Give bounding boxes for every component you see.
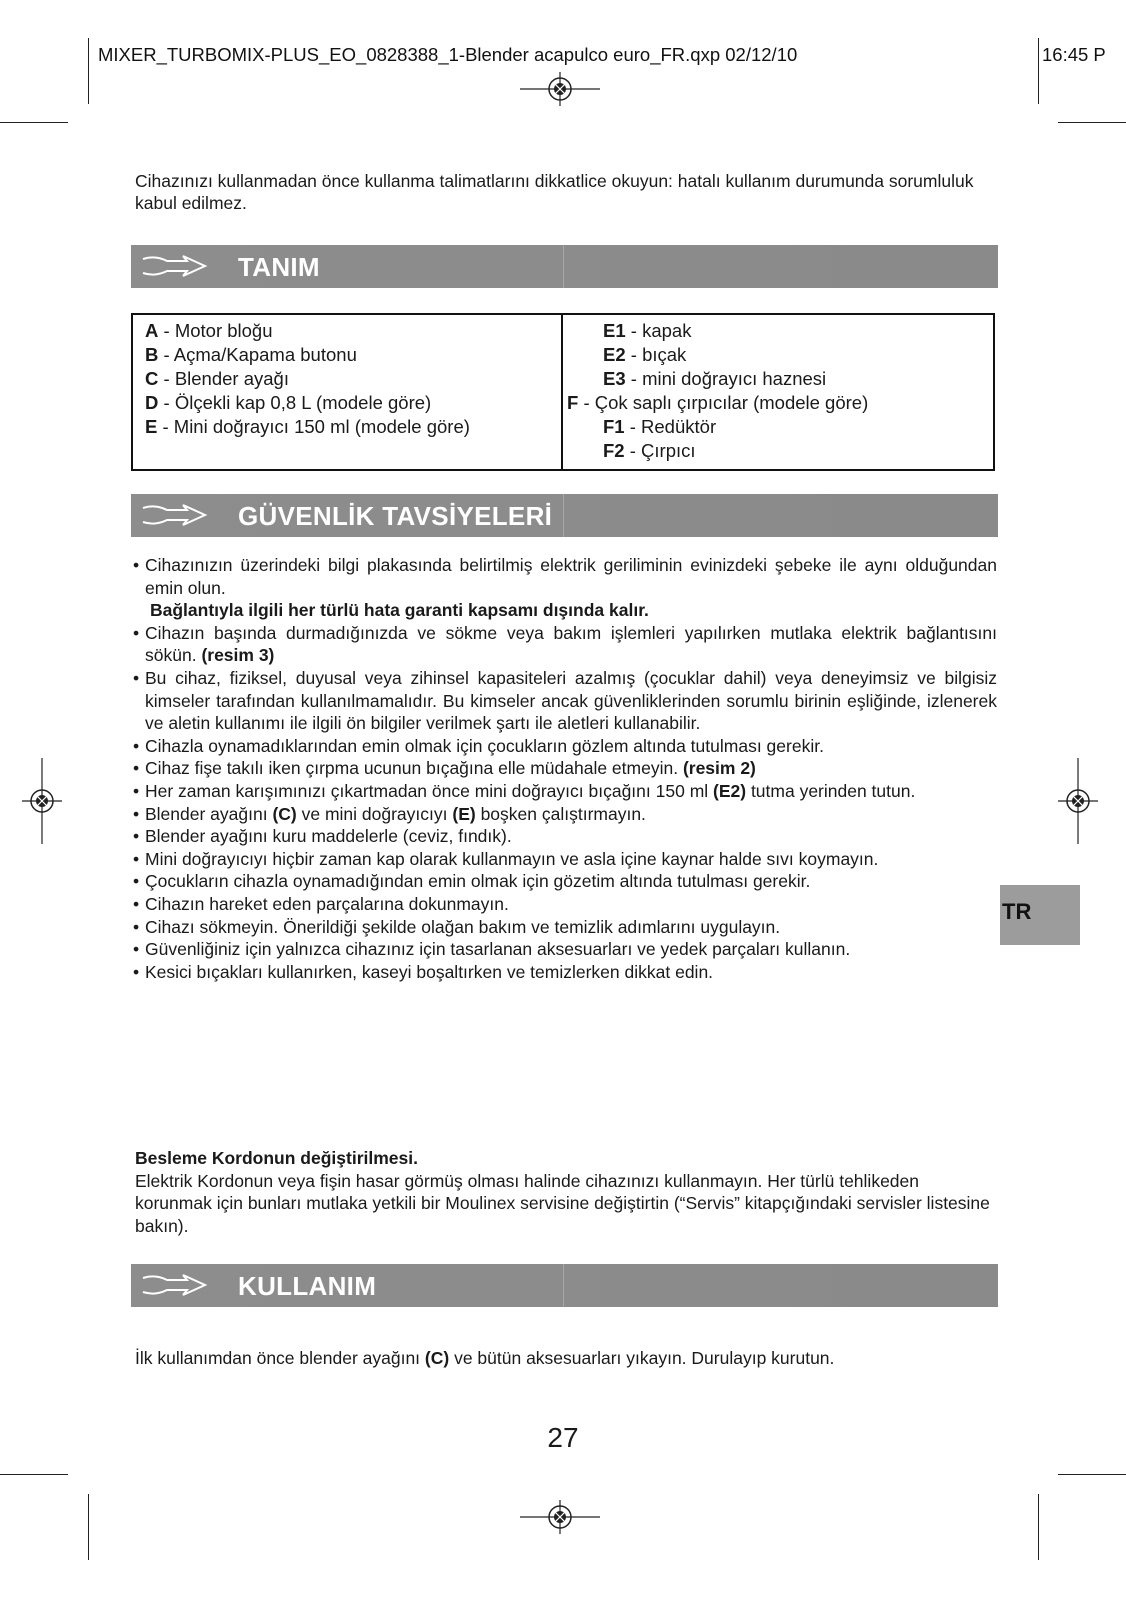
section-header-tanim: [131, 245, 998, 288]
list-item: A - Motor bloğu: [145, 320, 273, 341]
crop-mark: [88, 1494, 89, 1560]
arrow-icon: [141, 253, 211, 279]
list-item: • Cihaz fişe takılı iken çırpma ucunun bıçağına elle müdahale etmeyin. (resim 2): [135, 757, 997, 780]
parts-definition-table: [131, 313, 995, 471]
safety-list: [135, 554, 997, 983]
print-header: [98, 44, 1106, 66]
list-item: • Cihazı sökmeyin. Önerildiği şekilde olağan bakım ve temizlik adımlarını uygulayın.: [135, 916, 997, 939]
crop-mark: [88, 38, 89, 104]
table-divider: [561, 315, 563, 469]
arrow-icon: [141, 502, 211, 528]
section-header-guvenlik: [131, 494, 998, 537]
list-item: • Mini doğrayıcıyı hiçbir zaman kap olarak kullanmayın ve asla içine kaynar halde sıvı koymayın.: [135, 848, 997, 871]
registration-mark-icon: [520, 72, 600, 106]
list-item: • Çocukların cihazla oynamadığından emin olmak için gözetim altında tutulması gerekir.: [135, 870, 997, 893]
registration-mark-icon: [1058, 758, 1098, 844]
list-item: E - Mini doğrayıcı 150 ml (modele göre): [145, 416, 470, 437]
section-header-kullanim: [131, 1264, 998, 1307]
list-item: • Güvenliğiniz için yalnızca cihazınız için tasarlanan aksesuarları ve yedek parçaları kullanın.: [135, 938, 997, 961]
list-item: C - Blender ayağı: [145, 368, 289, 389]
crop-mark: [0, 1474, 68, 1475]
section-title: KULLANIM: [238, 1271, 377, 1301]
section-title: TANIM: [238, 252, 320, 282]
list-item: • Her zaman karışımınızı çıkartmadan önce mini doğrayıcı bıçağını 150 ml (E2) tutma yerinden tutun.: [135, 780, 997, 803]
list-item: • Cihazla oynamadıklarından emin olmak için çocukların gözlem altında tutulması gerekir.: [135, 735, 997, 758]
crop-mark: [1038, 38, 1039, 104]
list-item: • Cihazınızın üzerindeki bilgi plakasında belirtilmiş elektrik geriliminin evinizdeki şebeke ile aynı olduğundan emin olun.: [135, 554, 997, 599]
list-item: • Bu cihaz, fiziksel, duyusal veya zihinsel kapasiteleri azalmış (çocuklar dahil) veya deneyimsiz ve bilgisiz kimseler tarafından kullanılmamalıdır. Bu kimseler ancak güvenliklerinden sorumlu birinin eşliğinde, izlenerek ve aletin kullanımı ile ilgili ön bilgiler verilmek şartı ile aletleri kullanabilir.: [135, 667, 997, 735]
bar-divider: [563, 494, 564, 537]
language-tab: TR: [1000, 885, 1080, 945]
list-item: D - Ölçekli kap 0,8 L (modele göre): [145, 392, 432, 413]
registration-mark-icon: [520, 1500, 600, 1534]
warranty-warning: Bağlantıyla ilgili her türlü hata garanti kapsamı dışında kalır.: [150, 600, 649, 621]
list-item: • Cihazın başında durmadığınızda ve sökme veya bakım işlemleri yapılırken mutlaka elektrik bağlantısını sökün. (resim 3): [135, 622, 997, 667]
page-number: 27: [547, 1422, 579, 1453]
crop-mark: [1058, 1474, 1126, 1475]
section-title: GÜVENLİK TAVSİYELERİ: [238, 501, 553, 531]
usage-paragraph: İlk kullanımdan önce blender ayağını (C) ve bütün aksesuarları yıkayın. Durulayıp kurutun.: [135, 1348, 835, 1368]
cord-text: Elektrik Kordonun veya fişin hasar görmüş olması halinde cihazınızı kullanmayın. Her türlü tehlikeden korunmak için bunları mutlaka yetkili bir Moulinex servisine değiştirtin (“Servis” kitapçığındaki servisler listesine bakın).: [135, 1170, 990, 1236]
bar-divider: [563, 245, 564, 288]
list-item: • Kesici bıçakları kullanırken, kaseyi boşaltırken ve temizlerken dikkat edin.: [135, 961, 997, 984]
list-item: F1 - Redüktör: [603, 416, 717, 437]
arrow-icon: [141, 1272, 211, 1298]
crop-mark: [1058, 122, 1126, 123]
list-item: F2 - Çırpıcı: [603, 440, 696, 461]
crop-mark: [1038, 1494, 1039, 1560]
list-item: F - Çok saplı çırpıcılar (modele göre): [567, 392, 869, 413]
list-item: • Cihazın hareket eden parçalarına dokunmayın.: [135, 893, 997, 916]
parts-list-left: [145, 319, 470, 439]
bar-divider: [563, 1264, 564, 1307]
parts-list-right: [567, 319, 868, 463]
crop-mark: [0, 122, 68, 123]
intro-paragraph: Cihazınızı kullanmadan önce kullanma talimatlarını dikkatlice okuyun: hatalı kullanım durumunda sorumluluk kabul edilmez.: [135, 171, 974, 213]
list-item: E2 - bıçak: [603, 344, 687, 365]
registration-mark-icon: [22, 758, 62, 844]
print-time: 16:45 P: [1042, 44, 1106, 65]
list-item: E3 - mini doğrayıcı haznesi: [603, 368, 827, 389]
cord-replacement-section: [135, 1147, 997, 1237]
list-item: • Blender ayağını (C) ve mini doğrayıcıyı (E) boşken çalıştırmayın.: [135, 803, 997, 826]
print-file-info: MIXER_TURBOMIX-PLUS_EO_0828388_1-Blender acapulco euro_FR.qxp 02/12/10: [98, 44, 798, 65]
list-item: E1 - kapak: [603, 320, 692, 341]
list-item: B - Açma/Kapama butonu: [145, 344, 357, 365]
list-item: • Blender ayağını kuru maddelerle (ceviz, fındık).: [135, 825, 997, 848]
cord-heading: Besleme Kordonun değiştirilmesi.: [135, 1148, 418, 1168]
